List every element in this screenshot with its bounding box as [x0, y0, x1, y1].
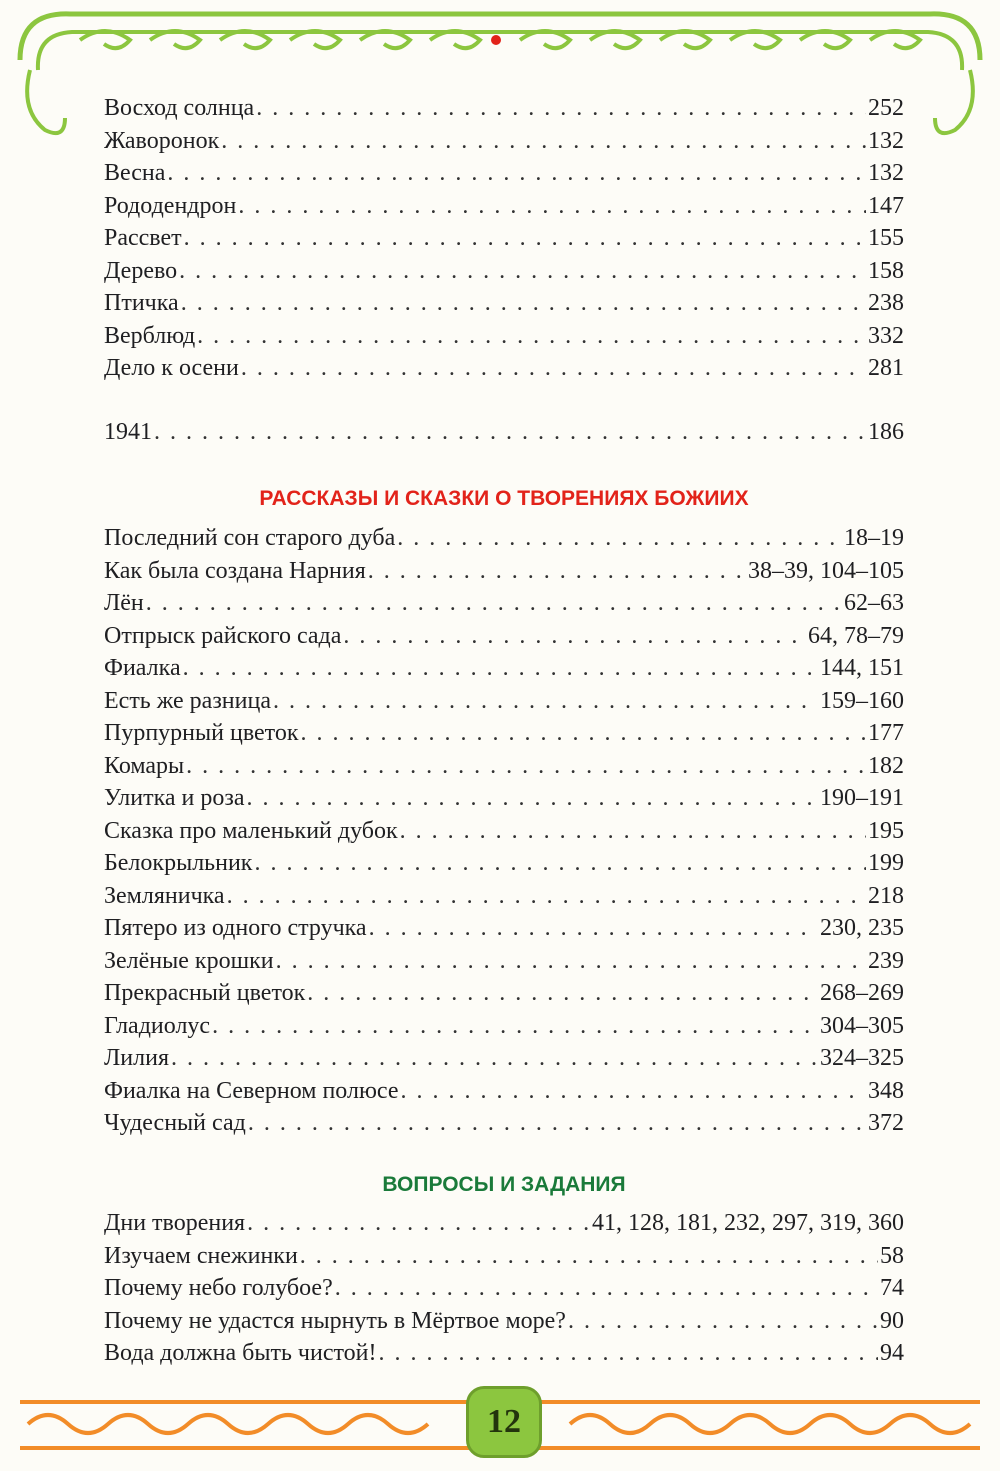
toc-stories-block: [104, 522, 904, 1140]
toc-entry[interactable]: Есть же разница . . . 159–160: [104, 685, 904, 718]
toc-entry[interactable]: Дело к осени . . . 281: [104, 352, 904, 385]
toc-single-block: [104, 416, 904, 449]
section-heading-stories: РАССКАЗЫ И СКАЗКИ О ТВОРЕНИЯХ БОЖИИХ: [259, 487, 749, 510]
toc-top-block: [104, 92, 904, 385]
page-number-badge: 12: [466, 1386, 542, 1458]
toc-entry[interactable]: Пятеро из одного стручка . . . 230, 235: [104, 912, 904, 945]
toc-entry[interactable]: Птичка . . . 238: [104, 287, 904, 320]
toc-entry[interactable]: Почему не удастся нырнуть в Мёртвое море? . . . 90: [104, 1305, 904, 1338]
toc-entry[interactable]: Изучаем снежинки . . . 58: [104, 1240, 904, 1273]
toc-entry[interactable]: Зелёные крошки . . . 239: [104, 945, 904, 978]
toc-entry[interactable]: Дни творения . . . 41, 128, 181, 232, 297, 319, 360: [104, 1207, 904, 1240]
toc-entry[interactable]: Как была создана Нарния . . . 38–39, 104–105: [104, 555, 904, 588]
toc-entry[interactable]: Жаворонок . . . 132: [104, 125, 904, 158]
toc-questions-block: [104, 1207, 904, 1370]
toc-entry[interactable]: Восход солнца . . . 252: [104, 92, 904, 125]
toc-entry[interactable]: Рассвет . . . 155: [104, 222, 904, 255]
toc-entry[interactable]: Верблюд . . . 332: [104, 320, 904, 353]
toc-entry[interactable]: 1941 . . . 186: [104, 416, 904, 449]
toc-entry[interactable]: Весна . . . 132: [104, 157, 904, 190]
toc-entry[interactable]: Последний сон старого дуба . . . 18–19: [104, 522, 904, 555]
toc-entry[interactable]: Фиалка . . . 144, 151: [104, 652, 904, 685]
toc-entry[interactable]: Вода должна быть чистой! . . . 94: [104, 1337, 904, 1370]
toc-entry[interactable]: Земляничка . . . 218: [104, 880, 904, 913]
toc-entry[interactable]: Рододендрон . . . 147: [104, 190, 904, 223]
toc-entry[interactable]: Прекрасный цветок . . . 268–269: [104, 977, 904, 1010]
toc-entry[interactable]: Улитка и роза . . . 190–191: [104, 782, 904, 815]
toc-entry[interactable]: Лён . . . 62–63: [104, 587, 904, 620]
toc-entry[interactable]: Фиалка на Северном полюсе . . . 348: [104, 1075, 904, 1108]
toc-entry[interactable]: Лилия . . . 324–325: [104, 1042, 904, 1075]
toc-entry[interactable]: Отпрыск райского сада . . . 64, 78–79: [104, 620, 904, 653]
toc-entry[interactable]: Сказка про маленький дубок . . . 195: [104, 815, 904, 848]
toc-entry[interactable]: Белокрыльник . . . 199: [104, 847, 904, 880]
toc-entry[interactable]: Пурпурный цветок . . . 177: [104, 717, 904, 750]
toc-entry[interactable]: Комары . . . 182: [104, 750, 904, 783]
toc-entry[interactable]: Гладиолус . . . 304–305: [104, 1010, 904, 1043]
toc-entry[interactable]: Почему небо голубое? . . . 74: [104, 1272, 904, 1305]
toc-entry[interactable]: Чудесный сад . . . 372: [104, 1107, 904, 1140]
section-heading-questions: ВОПРОСЫ И ЗАДАНИЯ: [382, 1173, 626, 1196]
toc-entry[interactable]: Дерево . . . 158: [104, 255, 904, 288]
